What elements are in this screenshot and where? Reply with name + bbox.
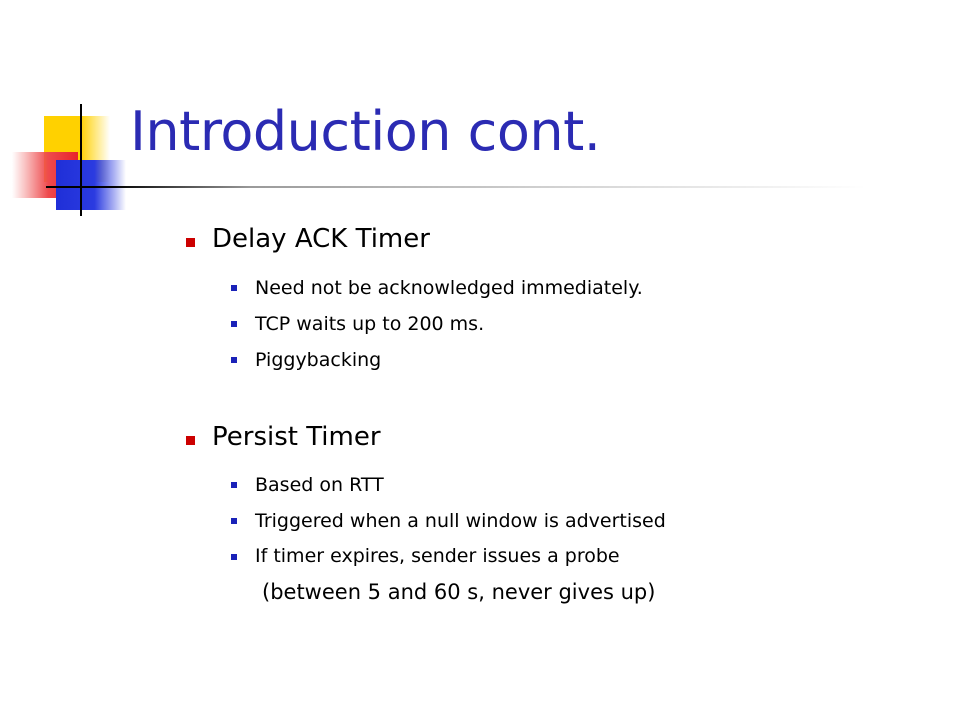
bullet-level2-icon	[231, 285, 237, 291]
list-item: Need not be acknowledged immediately.	[255, 277, 643, 299]
list-item: Triggered when a null window is advertised	[255, 510, 666, 532]
bullet-level2-icon	[231, 357, 237, 363]
bullet-level1-icon	[186, 238, 195, 247]
list-item: TCP waits up to 200 ms.	[255, 313, 485, 335]
slide-title: Introduction cont.	[130, 100, 601, 163]
list-item: Piggybacking	[255, 349, 382, 371]
bullet-level1-icon	[186, 436, 195, 445]
list-item-continuation: (between 5 and 60 s, never gives up)	[262, 580, 656, 604]
section-heading-persist-timer: Persist Timer	[212, 422, 381, 452]
section-heading-delay-ack: Delay ACK Timer	[212, 224, 430, 254]
list-item: Based on RTT	[255, 474, 384, 496]
list-item: If timer expires, sender issues a probe	[255, 545, 620, 567]
bullet-level2-icon	[231, 518, 237, 524]
bullet-level2-icon	[231, 554, 237, 560]
bullet-level2-icon	[231, 321, 237, 327]
bullet-level2-icon	[231, 482, 237, 488]
